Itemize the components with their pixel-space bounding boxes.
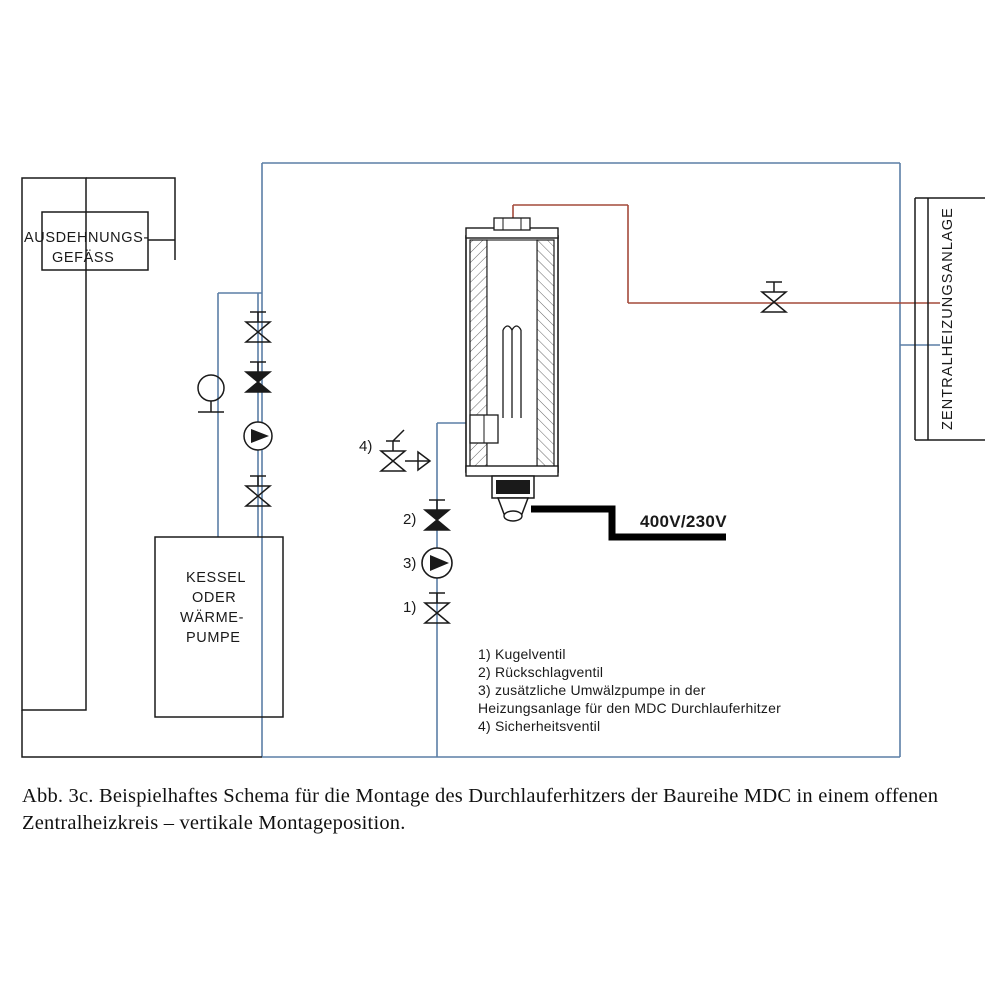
circulation-pump-icon bbox=[422, 548, 452, 578]
callout-1: 1) bbox=[403, 599, 417, 616]
safety-valve-icon bbox=[381, 430, 430, 471]
expansion-vessel-label-line1: AUSDEHNUNGS- bbox=[24, 230, 149, 246]
boiler-label-line2: ODER bbox=[192, 590, 237, 606]
boiler-box bbox=[155, 537, 283, 717]
callout-2: 2) bbox=[403, 511, 417, 528]
boiler-label-line4: PUMPE bbox=[186, 630, 241, 646]
valve-bowtie-icon-left-mid bbox=[246, 362, 270, 392]
legend-item-3: Heizungsanlage für den MDC Durchlauferhitzer bbox=[478, 700, 781, 716]
legend-item-1: 2) Rückschlagventil bbox=[478, 664, 604, 680]
voltage-label: 400V/230V bbox=[640, 512, 727, 531]
check-valve-icon bbox=[425, 500, 449, 530]
legend-item-0: 1) Kugelventil bbox=[478, 646, 566, 662]
expansion-vessel-label-line2: GEFÄSS bbox=[52, 250, 115, 266]
callout-3: 3) bbox=[403, 555, 417, 572]
legend-item-2: 3) zusätzliche Umwälzpumpe in der bbox=[478, 682, 706, 698]
gauge-icon bbox=[198, 375, 224, 412]
circulation-pump-icon-left bbox=[244, 422, 272, 450]
figure-caption: Abb. 3c. Beispielhaftes Schema für die Montage des Durchlauferhitzers der Baureihe MDC in einem offenen Zentralheizkreis – vertikale Montageposition. bbox=[22, 785, 939, 835]
valve-bowtie-icon-supply bbox=[762, 282, 786, 312]
callout-4: 4) bbox=[359, 438, 373, 455]
boiler-label-line1: KESSEL bbox=[186, 570, 247, 586]
legend-item-4: 4) Sicherheitsventil bbox=[478, 718, 601, 734]
instant-water-heater-icon bbox=[466, 218, 558, 521]
central-heating-label: ZENTRALHEIZUNGSANLAGE bbox=[940, 207, 956, 430]
boiler-label-line3: WÄRME- bbox=[180, 610, 245, 626]
legend-group bbox=[478, 646, 781, 734]
pipe-network-red bbox=[513, 205, 940, 303]
